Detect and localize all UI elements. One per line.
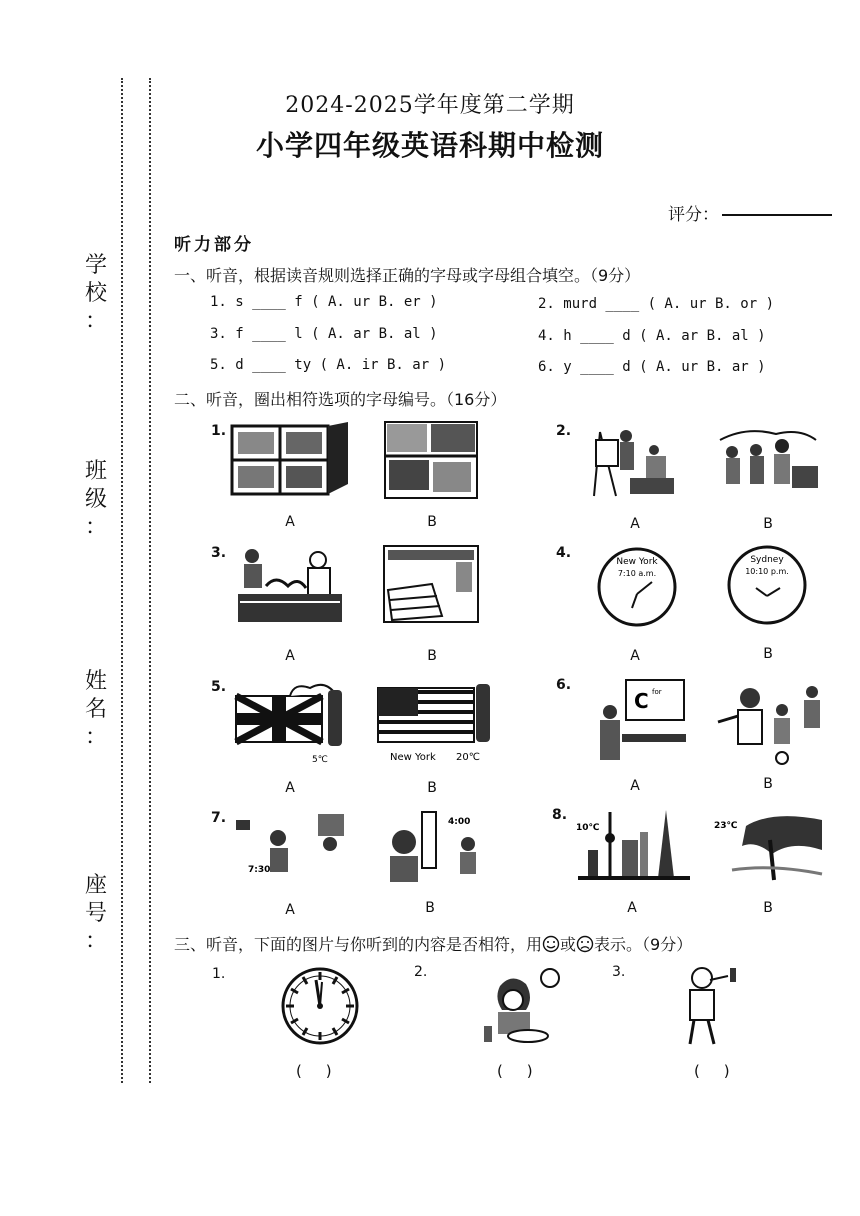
binding-line-right xyxy=(149,78,151,1083)
seat-char-1: 座 xyxy=(84,873,107,898)
school-building-a-image[interactable] xyxy=(228,420,352,498)
roman-clock-image[interactable] xyxy=(280,966,360,1046)
s1-item-1: 1. s ____ f ( A. ur B. er ) xyxy=(210,294,438,310)
section1-title: 一、听音，根据读音规则选择正确的字母或字母组合填空。（9分） xyxy=(174,266,641,285)
name-char-2: 名 xyxy=(84,697,107,722)
happy-face-icon xyxy=(542,935,560,953)
s3-answer-2[interactable]: ( ) xyxy=(497,1062,533,1080)
section3-title-part2: 表示。（9分） xyxy=(594,935,693,954)
us-flag-weather-image[interactable] xyxy=(376,680,494,766)
name-colon: ： xyxy=(84,725,107,750)
school-char-2: 校 xyxy=(84,281,107,306)
s1-item-4: 4. h ____ d ( A. ar B. al ) xyxy=(538,328,766,344)
class-colon: ： xyxy=(84,515,107,540)
seat-label xyxy=(80,872,112,956)
music-class-image[interactable] xyxy=(716,424,822,498)
s2-q7-label-a[interactable]: A xyxy=(285,902,295,918)
s2-num-5: 5. xyxy=(211,679,227,695)
s3-num-1: 1. xyxy=(212,966,226,982)
city-skyline-image[interactable] xyxy=(574,808,692,882)
clock-a-city: New York xyxy=(616,557,658,567)
seat-colon: ： xyxy=(84,929,107,954)
s2-q1-label-a[interactable]: A xyxy=(285,514,295,530)
s2-q2-label-a[interactable]: A xyxy=(630,516,640,532)
s2-num-6: 6. xyxy=(556,677,572,693)
s2-q3-label-a[interactable]: A xyxy=(285,648,295,664)
s3-num-2: 2. xyxy=(414,964,428,980)
class-char-1: 班 xyxy=(84,459,107,484)
s2-q2-label-b[interactable]: B xyxy=(763,516,773,532)
weather-5b-temp: 20℃ xyxy=(456,752,480,763)
s2-num-1: 1. xyxy=(211,423,227,439)
s2-num-8: 8. xyxy=(552,807,568,823)
s2-q6-label-a[interactable]: A xyxy=(630,778,640,794)
class-char-2: 级 xyxy=(84,487,107,512)
name-label xyxy=(80,668,112,752)
clock-new-york-image[interactable] xyxy=(596,546,678,628)
clock-sydney-image[interactable] xyxy=(726,544,808,626)
seat-char-2: 号 xyxy=(84,901,107,926)
s2-q8-label-a[interactable]: A xyxy=(627,900,637,916)
board-letter: C xyxy=(634,689,649,713)
weather-5b-city: New York xyxy=(390,752,436,763)
section3-title-part1: 三、听音，下面的图片与你听到的内容是否相符，用 xyxy=(174,935,543,954)
clock-b-city: Sydney xyxy=(750,555,784,565)
listening-heading: 听力部分 xyxy=(174,235,254,255)
morning-routine-image[interactable] xyxy=(234,808,354,884)
temp-8b: 23℃ xyxy=(714,821,738,831)
school-colon: ： xyxy=(84,309,107,334)
s2-q4-label-a[interactable]: A xyxy=(630,648,640,664)
teacher-board-image[interactable] xyxy=(592,676,688,766)
section3-title xyxy=(174,932,692,955)
board-word: for xyxy=(652,688,662,696)
time-7a: 7:30 xyxy=(248,865,271,875)
exam-title: 小学四年级英语科期中检测 xyxy=(255,129,604,162)
s3-answer-1[interactable]: ( ) xyxy=(296,1062,332,1080)
girl-eating-image[interactable] xyxy=(480,966,564,1048)
s2-num-3: 3. xyxy=(211,545,227,561)
temp-8a: 10℃ xyxy=(576,823,600,833)
garden-image[interactable] xyxy=(236,546,344,626)
s2-q5-label-a[interactable]: A xyxy=(285,780,295,796)
section3-title-or: 或 xyxy=(560,935,577,954)
exam-term: 2024-2025学年度第二学期 xyxy=(285,93,575,118)
sick-boy-image[interactable] xyxy=(678,964,744,1048)
beach-palms-image[interactable] xyxy=(712,810,824,884)
s2-num-4: 4. xyxy=(556,545,572,561)
school-building-b-image[interactable] xyxy=(383,420,479,500)
afternoon-routine-image[interactable] xyxy=(386,808,484,886)
class-label xyxy=(80,458,112,542)
score-label: 评分： xyxy=(668,205,719,225)
s2-q5-label-b[interactable]: B xyxy=(427,780,437,796)
s2-q4-label-b[interactable]: B xyxy=(763,646,773,662)
s3-num-3: 3. xyxy=(612,964,626,980)
s2-q7-label-b[interactable]: B xyxy=(425,900,435,916)
school-char-1: 学 xyxy=(84,253,107,278)
clock-b-time: 10:10 p.m. xyxy=(745,567,789,576)
kids-playing-image[interactable] xyxy=(716,686,824,766)
s2-q3-label-b[interactable]: B xyxy=(427,648,437,664)
s2-q1-label-b[interactable]: B xyxy=(427,514,437,530)
clock-a-time: 7:10 a.m. xyxy=(617,569,657,578)
name-char-1: 姓 xyxy=(84,669,107,694)
s2-num-7: 7. xyxy=(211,810,227,826)
classroom-desks-image[interactable] xyxy=(382,544,480,624)
s2-q6-label-b[interactable]: B xyxy=(763,776,773,792)
s1-item-3: 3. f ____ l ( A. ar B. al ) xyxy=(210,326,438,342)
uk-flag-weather-image[interactable] xyxy=(234,680,350,766)
time-7b: 4:00 xyxy=(448,817,471,827)
s1-item-5: 5. d ____ ty ( A. ir B. ar ) xyxy=(210,357,447,373)
s1-item-2: 2. murd ____ ( A. ur B. or ) xyxy=(538,296,775,312)
weather-5a-temp: 5℃ xyxy=(312,755,328,765)
art-class-image[interactable] xyxy=(590,422,680,500)
s2-num-2: 2. xyxy=(556,423,572,439)
sad-face-icon xyxy=(576,935,594,953)
s1-item-6: 6. y ____ d ( A. ur B. ar ) xyxy=(538,359,766,375)
binding-line-left xyxy=(121,78,123,1083)
section2-title: 二、听音，圈出相符选项的字母编号。（16分） xyxy=(174,390,507,409)
s2-q8-label-b[interactable]: B xyxy=(763,900,773,916)
school-label xyxy=(80,252,112,336)
score-blank[interactable] xyxy=(722,214,832,216)
s3-answer-3[interactable]: ( ) xyxy=(694,1062,730,1080)
